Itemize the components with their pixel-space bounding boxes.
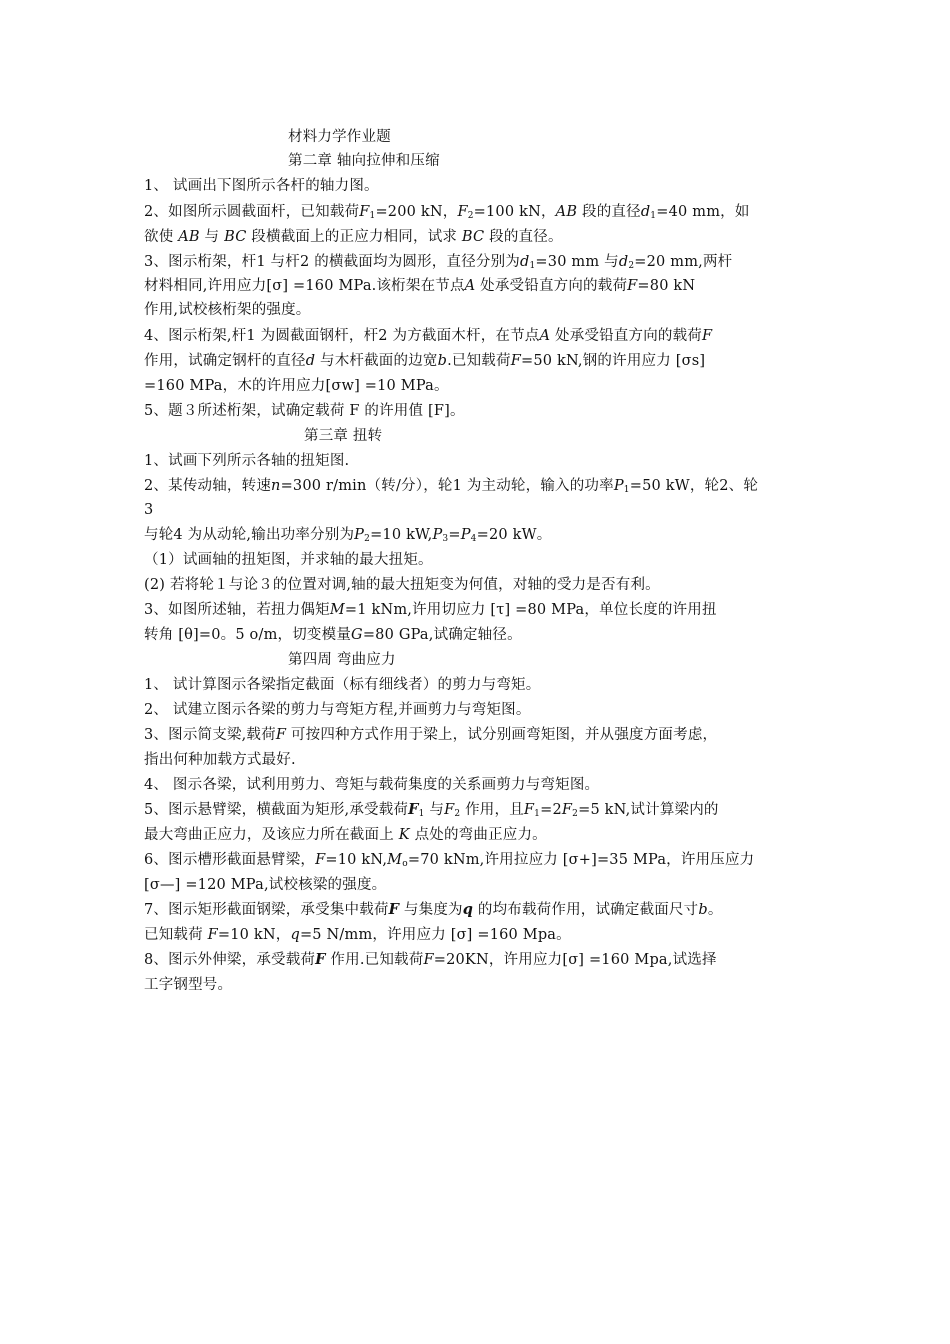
ch4-question-3-line-1: 3、图示简支梁,载荷F 可按四种方式作用于梁上，试分别画弯矩图，并从强度方面考虑，	[144, 727, 718, 743]
ch3-question-3-line-1: 3、如图所述轴，若扭力偶矩M=1 kNm,许用切应力 [τ] =80 MPa，单位长度的许用扭	[144, 602, 717, 618]
ch4-question-8-line-1: 8、图示外伸梁，承受载荷F 作用.已知载荷F=20KN，许用应力[σ] =160 Mpa,试选择	[144, 951, 717, 968]
ch4-question-6-line-1: 6、图示槽形截面悬臂梁，F=10 $kN,M_o=70$ kNm,许用拉应力 [σ+]=35 MPa，许用压应力	[144, 852, 755, 869]
ch3-question-2-sub-1: （1）试画轴的扭矩图，并求轴的最大扭矩。	[144, 552, 433, 568]
ch2-question-4-line-1: 4、图示桁架,杆1 为圆截面钢杆，杆2 为方截面木杆，在节点A 处承受铅直方向的载荷F	[144, 328, 713, 344]
ch4-question-5-line-1: 5、图示悬臂梁，横截面为矩形,承受载荷$F_1$ 与$F_2$ 作用，且$F_1=2F_2=5$ kN,试计算梁内的	[144, 801, 719, 819]
ch4-question-2: 2、 试建立图示各梁的剪力与弯矩方程,并画剪力与弯矩图。	[144, 702, 531, 718]
chapter-4-heading: 第四周 弯曲应力	[288, 652, 396, 668]
ch4-question-4: 4、 图示各梁，试利用剪力、弯矩与载荷集度的关系画剪力与弯矩图。	[144, 777, 600, 793]
ch4-question-3-line-2: 指出何种加载方式最好.	[144, 752, 296, 768]
ch2-question-5: 5、题３所述桁架，试确定载荷 F 的许用值 [F]。	[144, 403, 465, 419]
ch3-question-2-line-1: 2、某传动轴，转速n=300 r/min（转/分），轮1 为主动轮，输入的功率$P_1=50$ kW，轮2、轮	[144, 478, 759, 495]
ch2-question-2-line-2: 欲使 AB 与 BC 段横截面上的正应力相同，试求 BC 段的直径。	[144, 229, 563, 245]
document-title: 材料力学作业题	[288, 129, 391, 145]
chapter-2-heading: 第二章 轴向拉伸和压缩	[288, 153, 440, 169]
ch3-question-2-line-2: 3	[144, 502, 154, 518]
ch2-question-4-line-3: =160 MPa，木的许用应力[σw] =10 MPa。	[144, 378, 449, 394]
ch3-question-1: 1、试画下列所示各轴的扭矩图.	[144, 453, 350, 469]
chapter-3-heading: 第三章 扭转	[304, 428, 383, 444]
ch2-question-3-line-1: 3、图示桁架，杆1 与杆2 的横截面均为圆形，直径分别为$d_1=30$ mm 与$d_2=20$ mm,两杆	[144, 254, 733, 271]
ch3-question-2-line-3: 与轮4 为从动轮,输出功率分别为$P_2=10$ $kW,P_3=P_4=20$ kW。	[144, 527, 552, 544]
ch4-question-7-line-2: 已知载荷 F=10 kN，q=5 N/mm，许用应力 [σ] =160 Mpa。	[144, 927, 571, 943]
ch4-question-7-line-1: 7、图示矩形截面钢梁，承受集中载荷F 与集度为q 的均布载荷作用，试确定截面尺寸b。	[144, 901, 723, 918]
ch3-question-3-line-2: 转角 [θ]=0。5 o/m，切变模量G=80 GPa,试确定轴径。	[144, 627, 522, 643]
ch2-question-3-line-2: 材料相同,许用应力[σ] =160 MPa.该桁架在节点A 处承受铅直方向的载荷F=80 kN	[144, 278, 696, 294]
ch2-question-3-line-3: 作用,试校核桁架的强度。	[144, 302, 311, 318]
ch4-question-5-line-2: 最大弯曲正应力，及该应力所在截面上 K 点处的弯曲正应力。	[144, 827, 547, 843]
ch4-question-6-line-2: [σ—] =120 MPa,试校核梁的强度。	[144, 877, 387, 893]
ch2-question-1: 1、 试画出下图所示各杆的轴力图。	[144, 178, 379, 194]
ch2-question-2-line-1: 2、如图所示圆截面杆，已知载荷$F_1=200$ kN，$F_2=100$ kN，AB 段的直径$d_1=40$ mm，如	[144, 204, 750, 221]
ch3-question-2-sub-2: (2) 若将轮１与论３的位置对调,轴的最大扭矩变为何值，对轴的受力是否有利。	[144, 577, 660, 593]
ch4-question-8-line-2: 工字钢型号。	[144, 977, 233, 993]
ch2-question-4-line-2: 作用，试确定钢杆的直径d 与木杆截面的边宽b.已知载荷F=50 kN,钢的许用应力 [σs]	[144, 353, 706, 369]
ch4-question-1: 1、 试计算图示各梁指定截面（标有细线者）的剪力与弯矩。	[144, 677, 541, 693]
